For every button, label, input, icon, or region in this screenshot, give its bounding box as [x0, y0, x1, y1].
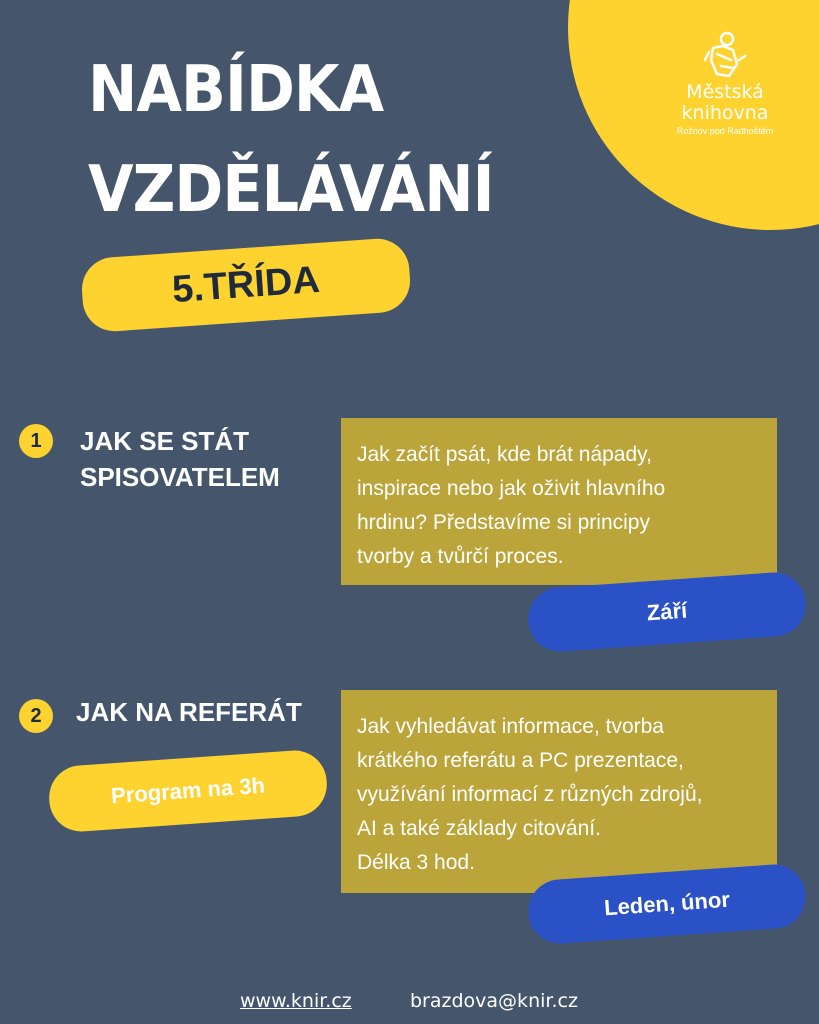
program-1-title-line-2: SPISOVATELEM	[80, 462, 280, 492]
program-1-month-badge: Září	[526, 570, 808, 653]
page-title-line-2: VZDĚLÁVÁNÍ	[88, 153, 494, 227]
description-line: tvorby a tvůrčí proces.	[357, 545, 564, 568]
logo-line-3: Rožnov pod Radhoštěm	[676, 126, 774, 136]
website-link[interactable]: www.knir.cz	[240, 990, 352, 1012]
logo-line-1: Městská	[686, 81, 764, 103]
description-line: inspirace nebo jak oživit hlavního	[357, 477, 666, 500]
program-number-badge: 1	[19, 424, 53, 458]
description-line: využívání informací z různých zdrojů,	[357, 783, 703, 806]
reader-figure-icon	[703, 30, 747, 82]
description-line: krátkého referátu a PC prezentace,	[357, 749, 684, 772]
description-line: Délka 3 hod.	[357, 851, 475, 874]
program-number-badge: 2	[19, 699, 53, 733]
description-line: hrdinu? Představíme si principy	[357, 511, 650, 534]
library-logo	[650, 30, 800, 136]
email-contact[interactable]: brazdova@knir.cz	[410, 990, 578, 1012]
page-title-line-1: NABÍDKA	[88, 53, 384, 127]
description-line: Jak začít psát, kde brát nápady,	[357, 443, 652, 466]
description-line: Jak vyhledávat informace, tvorba	[357, 715, 664, 738]
program-1-title	[80, 423, 280, 495]
grade-badge: 5.TŘÍDA	[80, 237, 412, 334]
description-line: AI a také základy citování.	[357, 817, 601, 840]
program-2-description	[341, 690, 777, 893]
program-2-duration-badge: Program na 3h	[47, 748, 329, 833]
program-2-title: JAK NA REFERÁT	[76, 697, 302, 727]
program-1-title-line-1: JAK SE STÁT	[80, 426, 250, 456]
program-2-month-badge: Leden, únor	[526, 862, 808, 945]
logo-line-2: knihovna	[681, 102, 769, 124]
program-1-description	[341, 418, 777, 585]
